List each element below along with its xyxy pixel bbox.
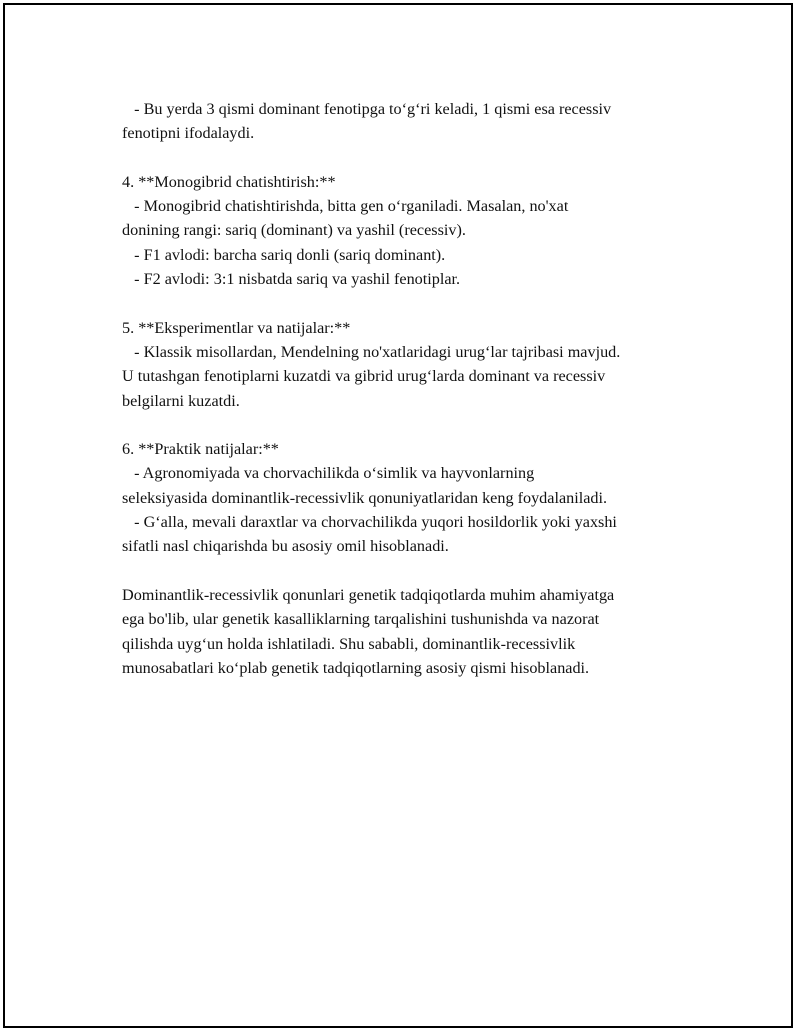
text-line: munosabatlari ko‘plab genetik tadqiqotlarning asosiy qismi hisoblanadi.	[122, 658, 590, 677]
section-practical-results	[122, 437, 702, 558]
text-line: - Agronomiyada va chorvachilikda o‘simlik va hayvonlarning	[122, 464, 535, 483]
document-page	[3, 3, 793, 1028]
text-line: Dominantlik-recessivlik qonunlari genetik tadqiqotlarda muhim ahamiyatga	[122, 585, 615, 604]
section-heading: 5. **Eksperimentlar va natijalar:**	[122, 318, 351, 337]
section-heading: 6. **Praktik natijalar:**	[122, 440, 279, 459]
paragraph-segregation-ratio	[122, 97, 702, 146]
text-line: - Bu yerda 3 qismi dominant fenotipga to‘g‘ri keladi, 1 qismi esa recessiv	[122, 100, 612, 118]
text-line: - G‘alla, mevali daraxtlar va chorvachilikda yuqori hosildorlik yoki yaxshi	[122, 513, 617, 532]
text-line: - F1 avlodi: barcha sariq donli (sariq dominant).	[122, 245, 446, 264]
text-line: U tutashgan fenotiplarni kuzatdi va gibrid urug‘larda dominant va recessiv	[122, 367, 606, 386]
section-monohybrid-cross	[122, 170, 702, 291]
text-line: sifatli nasl chiqarishda bu asosiy omil hisoblanadi.	[122, 537, 449, 556]
text-line: - F2 avlodi: 3:1 nisbatda sariq va yashil fenotiplar.	[122, 270, 461, 289]
text-line: - Monogibrid chatishtirishda, bitta gen o‘rganiladi. Masalan, no'xat	[122, 197, 569, 216]
text-line: fenotipni ifodalaydi.	[122, 124, 255, 143]
text-line: donining rangi: sariq (dominant) va yashil (recessiv).	[122, 221, 466, 240]
text-line: belgilarni kuzatdi.	[122, 391, 240, 410]
paragraph-conclusion	[122, 583, 702, 680]
text-line: - Klassik misollardan, Mendelning no'xatlaridagi urug‘lar tajribasi mavjud.	[122, 342, 621, 361]
text-line: ega bo'lib, ular genetik kasalliklarning tarqalishini tushunishda va nazorat	[122, 610, 600, 629]
document-body	[122, 97, 702, 704]
text-line: seleksiyasida dominantlik-recessivlik qonuniyatlaridan keng foydalaniladi.	[122, 488, 608, 507]
section-heading: 4. **Monogibrid chatishtirish:**	[122, 172, 336, 191]
section-experiments	[122, 316, 702, 413]
text-line: qilishda uyg‘un holda ishlatiladi. Shu sababli, dominantlik-recessivlik	[122, 634, 576, 653]
